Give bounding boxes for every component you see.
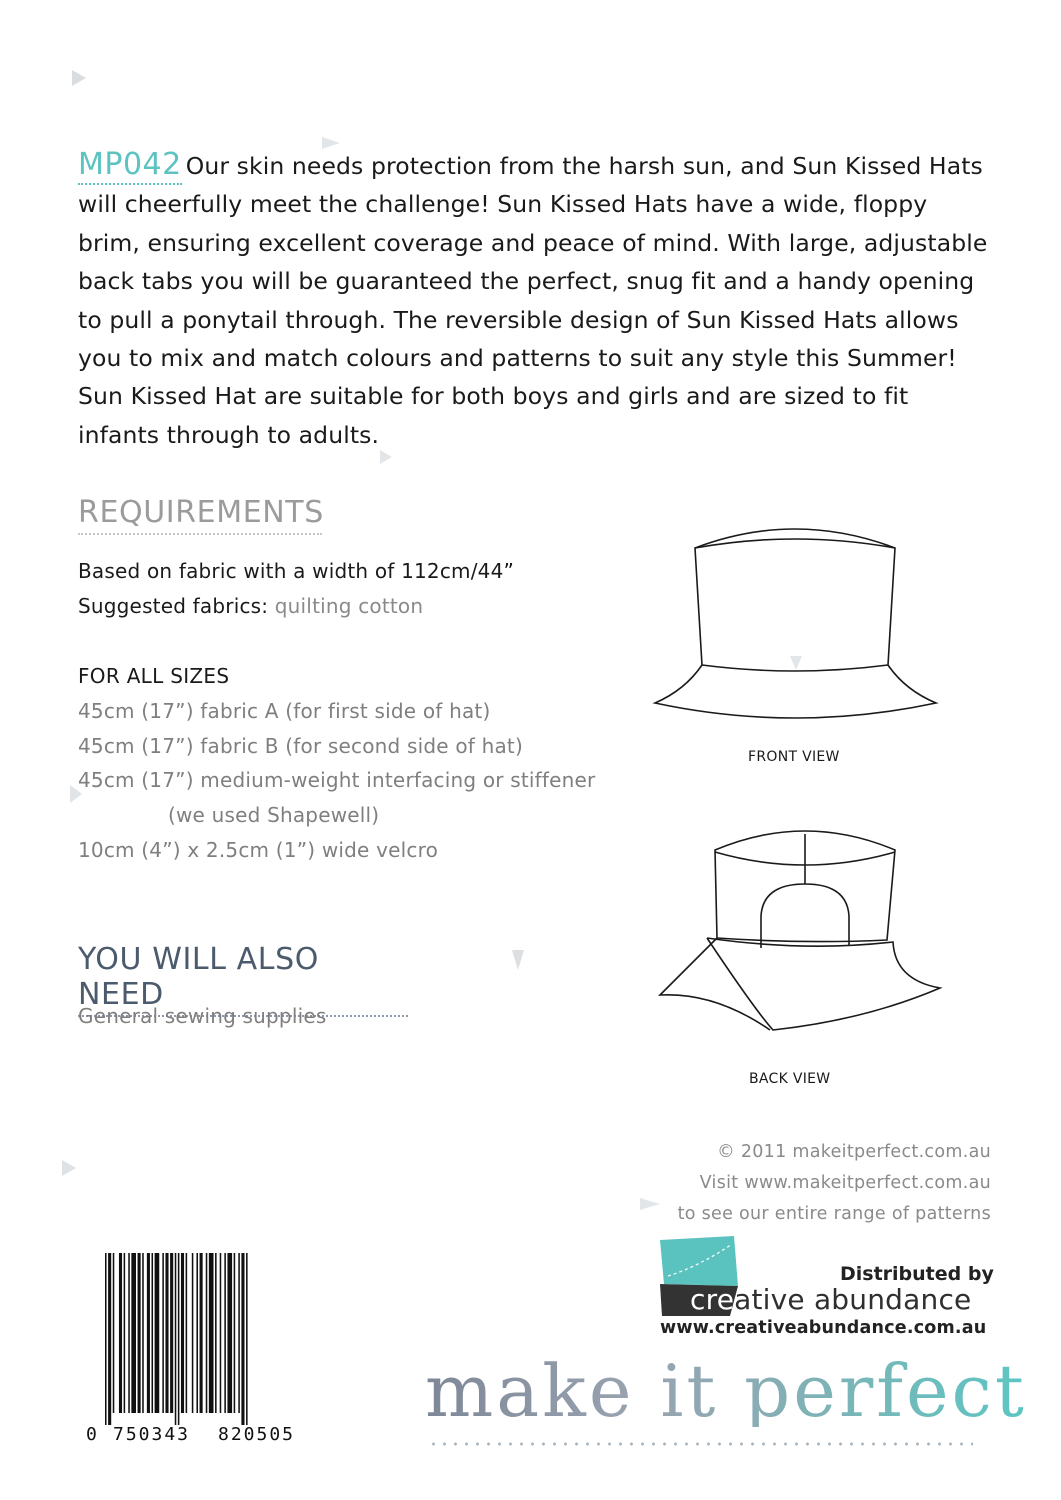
hat-front-illustration — [640, 515, 950, 755]
barcode-bar — [186, 1253, 188, 1413]
decor-triangle — [62, 1160, 76, 1176]
barcode-bar — [142, 1253, 144, 1413]
suggested-fabrics-value: quilting cotton — [274, 594, 424, 618]
barcode-bar — [209, 1253, 214, 1413]
barcode-bar — [128, 1253, 130, 1413]
barcode-bar — [152, 1253, 154, 1413]
distributed-by-label: Distributed by — [840, 1263, 994, 1285]
visit-website-line: Visit www.makeitperfect.com.au — [699, 1173, 991, 1193]
barcode-bar — [113, 1253, 115, 1413]
distributor-name-highlight: cre — [690, 1283, 735, 1316]
barcode-bar — [241, 1253, 244, 1425]
requirement-item: 10cm (4”) x 2.5cm (1”) wide velcro — [78, 838, 439, 862]
intro-text: Our skin needs protection from the harsh sun, and Sun Kissed Hats will cheerfully meet the challenge! Sun Kissed Hats have a wide, floppy brim, ensuring excellent coverage and peace of mind. With large, adjustable back tabs you will be guaranteed the perfect, snug fit and a handy opening to pull a ponytail through. The reversible design of Sun Kissed Hats allows you to mix and match colours and patterns to suit any style this Summer! Sun Kissed Hat are suitable for both boys and girls and are sized to fit infants through to adults. — [78, 152, 988, 449]
barcode-group-left: 750343 — [113, 1424, 191, 1445]
barcode-bar — [165, 1253, 168, 1413]
back-view-label: BACK VIEW — [749, 1071, 831, 1087]
barcode-bar — [119, 1253, 122, 1413]
intro-paragraph — [78, 146, 988, 454]
barcode-bar — [181, 1253, 184, 1413]
barcode-bar — [246, 1253, 248, 1425]
barcode — [105, 1253, 325, 1425]
barcode-bar — [131, 1253, 136, 1413]
requirement-item: 45cm (17”) fabric A (for first side of hat) — [78, 699, 491, 723]
barcode-bar — [175, 1253, 177, 1425]
barcode-bar — [124, 1253, 126, 1413]
suggested-fabrics-label: Suggested fabrics: — [78, 594, 269, 618]
barcode-bar — [155, 1253, 160, 1413]
also-need-item: General sewing supplies — [78, 1004, 327, 1028]
barcode-bar — [238, 1253, 240, 1413]
barcode-bar — [192, 1253, 194, 1413]
distributor-name — [690, 1283, 971, 1316]
copyright-line: © 2011 makeitperfect.com.au — [717, 1142, 991, 1162]
range-line: to see our entire range of patterns — [677, 1204, 991, 1224]
barcode-bar — [220, 1253, 222, 1413]
barcode-bar — [234, 1253, 236, 1413]
barcode-bar — [206, 1253, 208, 1413]
decor-triangle — [72, 70, 86, 86]
barcode-bar — [200, 1253, 203, 1413]
barcode-group-right: 820505 — [218, 1424, 296, 1445]
barcode-bar — [178, 1253, 180, 1425]
barcode-bar — [227, 1253, 232, 1413]
barcode-bar — [224, 1253, 226, 1413]
barcode-bar — [147, 1253, 150, 1413]
barcode-bar — [138, 1253, 141, 1413]
decor-triangle — [640, 1198, 660, 1210]
barcode-bar — [196, 1253, 198, 1413]
barcode-bar — [162, 1253, 164, 1413]
barcode-digit-first: 0 — [86, 1424, 97, 1445]
also-need-heading: YOU WILL ALSO NEED — [78, 942, 408, 1017]
hat-back-illustration — [655, 820, 955, 1065]
suggested-fabrics — [78, 594, 423, 618]
distributor-url: www.creativeabundance.com.au — [660, 1318, 987, 1338]
requirement-item: 45cm (17”) medium-weight interfacing or stiffener — [78, 768, 596, 792]
requirement-item: 45cm (17”) fabric B (for second side of hat) — [78, 734, 523, 758]
decor-triangle — [512, 950, 524, 970]
front-view-label: FRONT VIEW — [748, 749, 840, 765]
distributor-name-rest: ative abundance — [734, 1283, 972, 1316]
brand-dotted-line — [428, 1442, 973, 1446]
make-it-perfect-logo: make it perfect — [425, 1349, 1027, 1433]
requirements-heading: REQUIREMENTS — [78, 495, 322, 535]
pattern-code: MP042 — [78, 147, 182, 185]
barcode-bar — [105, 1253, 107, 1425]
barcode-bar — [170, 1253, 173, 1413]
sizes-heading: FOR ALL SIZES — [78, 664, 230, 688]
barcode-bar — [108, 1253, 111, 1425]
barcode-bar — [215, 1253, 217, 1413]
requirement-item: (we used Shapewell) — [168, 803, 380, 827]
fabric-width-note: Based on fabric with a width of 112cm/44” — [78, 559, 515, 583]
